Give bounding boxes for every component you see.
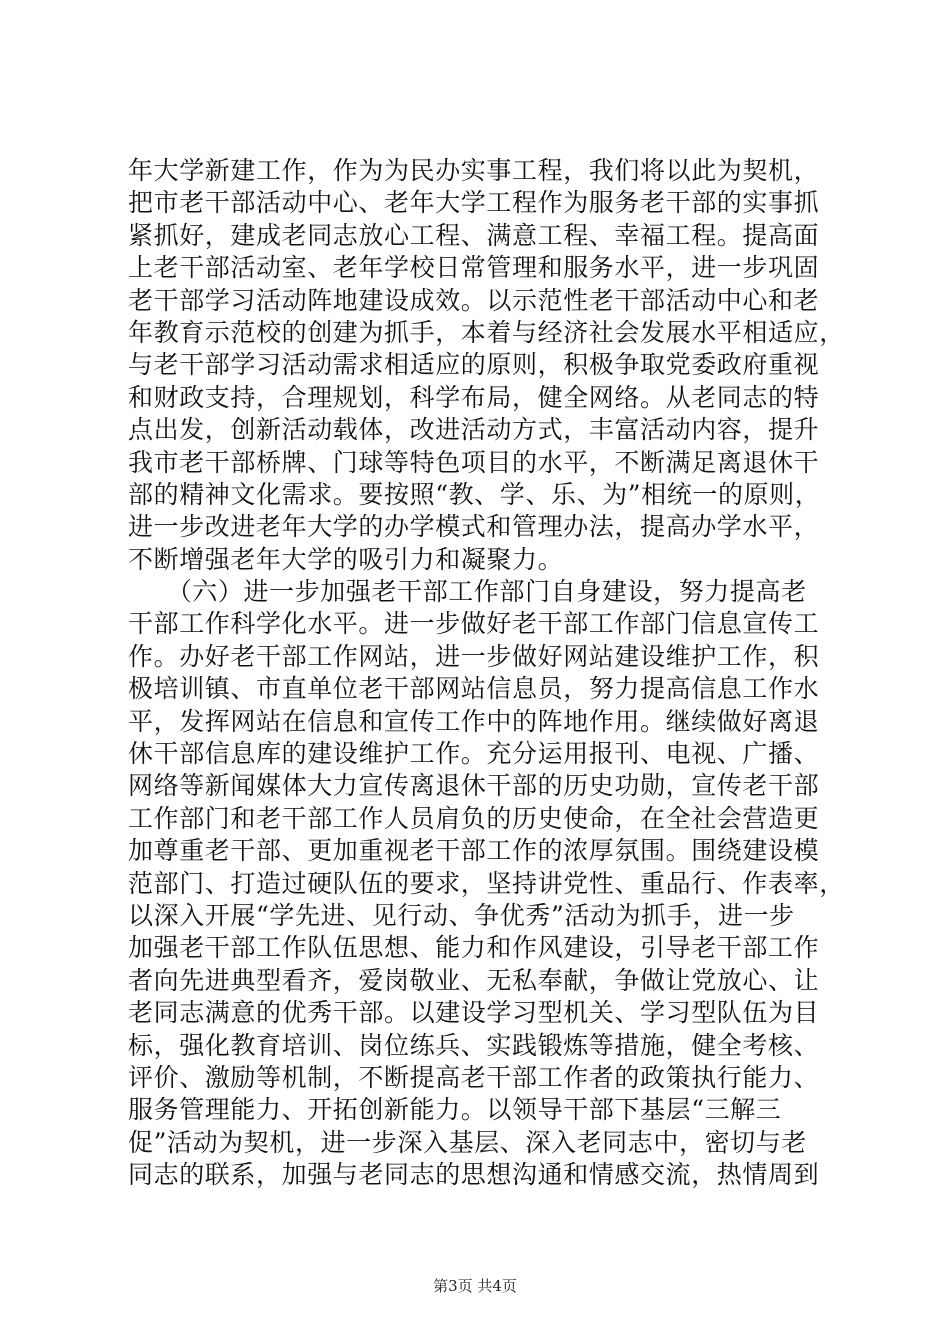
text-line: 极培训镇、市直单位老干部网站信息员，努力提高信息工作水 (128, 674, 820, 704)
text-line: 范部门、打造过硬队伍的要求，坚持讲党性、重品行、作表率， (128, 868, 845, 898)
text-line: 作。办好老干部工作网站，进一步做好网站建设维护工作，积 (128, 641, 820, 671)
text-line: 促”活动为契机，进一步深入基层、深入老同志中，密切与老 (128, 1127, 807, 1157)
page-footer: 第3页 共4页 (433, 1277, 517, 1295)
text-line: 把市老干部活动中心、老年大学工程作为服务老干部的实事抓 (128, 188, 820, 218)
text-line: 服务管理能力、开拓创新能力。以领导干部下基层“三解三 (128, 1095, 782, 1125)
text-line: 上老干部活动室、老年学校日常管理和服务水平，进一步巩固 (128, 253, 820, 283)
text-line: 紧抓好，建成老同志放心工程、满意工程、幸福工程。提高面 (128, 220, 820, 250)
text-line: 和财政支持，合理规划，科学布局，健全网络。从老同志的特 (128, 382, 820, 412)
text-line: 以深入开展“学先进、见行动、争优秀”活动为抓手，进一步 (128, 900, 795, 930)
text-line: 与老干部学习活动需求相适应的原则，积极争取党委政府重视 (128, 350, 820, 380)
text-line: 部的精神文化需求。要按照“教、学、乐、为”相统一的原则， (128, 479, 821, 509)
text-line: 点出发，创新活动载体，改进活动方式，丰富活动内容，提升 (128, 415, 820, 445)
text-line: 休干部信息库的建设维护工作。充分运用报刊、电视、广播、 (128, 739, 820, 769)
text-line: 老干部学习活动阵地建设成效。以示范性老干部活动中心和老 (128, 285, 820, 315)
text-line: 者向先进典型看齐，爱岗敬业、无私奉献，争做让党放心、让 (128, 965, 820, 995)
text-line: 进一步改进老年大学的办学模式和管理办法，提高办学水平， (128, 512, 820, 542)
text-line: 同志的联系，加强与老同志的思想沟通和情感交流，热情周到 (128, 1160, 820, 1190)
body-text (128, 155, 845, 1192)
text-line: 干部工作科学化水平。进一步做好老干部工作部门信息宣传工 (128, 609, 820, 639)
text-line: 加尊重老干部、更加重视老干部工作的浓厚氛围。围绕建设模 (128, 836, 820, 866)
text-line: 工作部门和老干部工作人员肩负的历史使命，在全社会营造更 (128, 803, 820, 833)
text-line: （六）进一步加强老干部工作部门自身建设，努力提高老 (128, 577, 807, 607)
text-line: 标，强化教育培训、岗位练兵、实践锻炼等措施，健全考核、 (128, 1030, 820, 1060)
text-line: 评价、激励等机制，不断提高老干部工作者的政策执行能力、 (128, 1062, 820, 1092)
text-line: 网络等新闻媒体大力宣传离退休干部的历史功勋，宣传老干部 (128, 771, 820, 801)
text-line: 年教育示范校的创建为抓手，本着与经济社会发展水平相适应， (128, 317, 845, 347)
text-line: 加强老干部工作队伍思想、能力和作风建设，引导老干部工作 (128, 933, 820, 963)
text-line: 我市老干部桥牌、门球等特色项目的水平，不断满足离退休干 (128, 447, 820, 477)
text-line: 年大学新建工作，作为为民办实事工程，我们将以此为契机， (128, 156, 820, 185)
text-line: 平，发挥网站在信息和宣传工作中的阵地作用。继续做好离退 (128, 706, 820, 736)
text-line: 老同志满意的优秀干部。以建设学习型机关、学习型队伍为目 (128, 998, 820, 1028)
text-line: 不断增强老年大学的吸引力和凝聚力。 (128, 544, 564, 574)
